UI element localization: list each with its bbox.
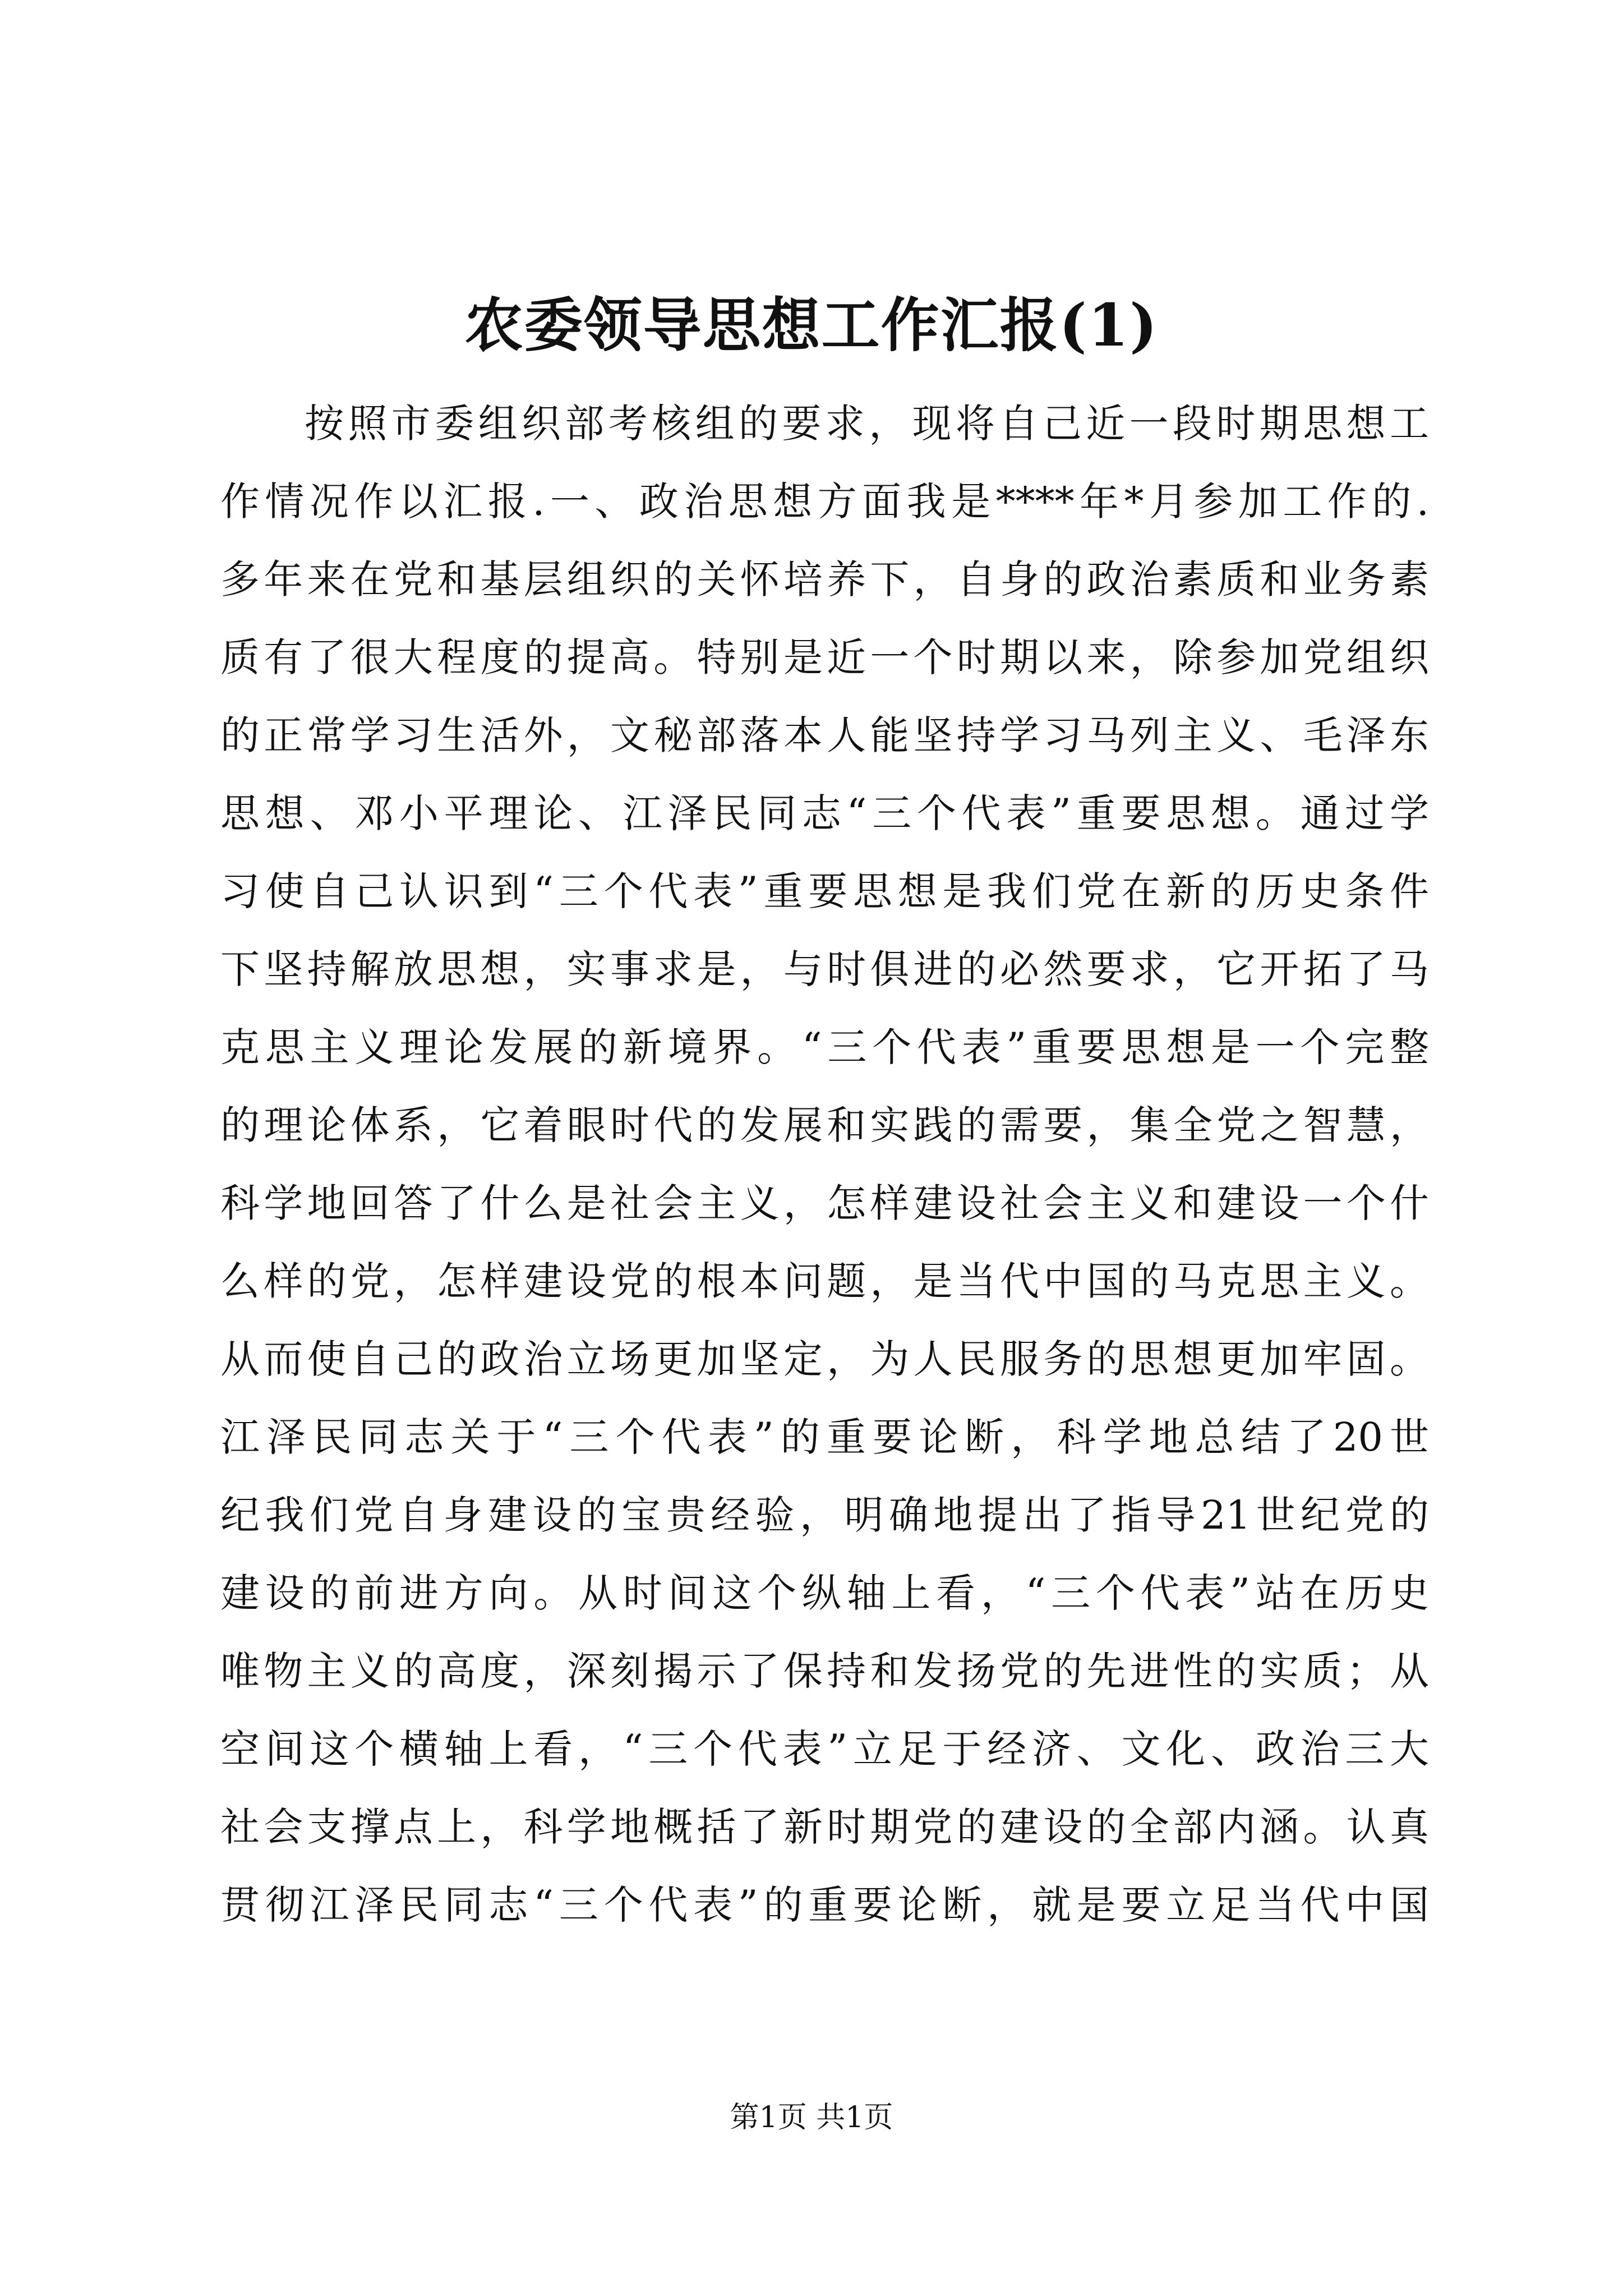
body-line: 的理论体系，它着眼时代的发展和实践的需要，集全党之智慧， <box>220 1102 1429 1148</box>
body-line: 质有了很大程度的提高。特别是近一个时期以来，除参加党组织 <box>220 634 1429 680</box>
body-line: 空间这个横轴上看，“三个代表”立足于经济、文化、政治三大 <box>220 1726 1429 1772</box>
body-line: 建设的前进方向。从时间这个纵轴上看，“三个代表”站在历史 <box>220 1570 1429 1616</box>
body-line: 纪我们党自身建设的宝贵经验，明确地提出了指导21世纪党的 <box>220 1492 1429 1538</box>
body-line: 思想、邓小平理论、江泽民同志“三个代表”重要思想。通过学 <box>220 790 1429 836</box>
body-line: 么样的党，怎样建设党的根本问题，是当代中国的马克思主义。 <box>220 1258 1429 1304</box>
document-body <box>220 385 1429 1944</box>
document-title: 农委领导思想工作汇报(1) <box>464 291 1159 360</box>
body-line: 克思主义理论发展的新境界。“三个代表”重要思想是一个完整 <box>220 1024 1429 1070</box>
body-line: 下坚持解放思想，实事求是，与时俱进的必然要求，它开拓了马 <box>220 946 1429 992</box>
body-line: 作情况作以汇报.一、政治思想方面我是****年*月参加工作的. <box>220 478 1429 524</box>
body-line: 从而使自己的政治立场更加坚定，为人民服务的思想更加牢固。 <box>220 1336 1429 1382</box>
body-line: 社会支撑点上，科学地概括了新时期党的建设的全部内涵。认真 <box>220 1804 1429 1850</box>
body-line: 江泽民同志关于“三个代表”的重要论断，科学地总结了20世 <box>220 1414 1429 1460</box>
body-line: 多年来在党和基层组织的关怀培养下，自身的政治素质和业务素 <box>220 556 1429 602</box>
body-line: 唯物主义的高度，深刻揭示了保持和发扬党的先进性的实质；从 <box>220 1648 1429 1694</box>
page-footer: 第1页 共1页 <box>730 2101 893 2134</box>
body-line: 的正常学习生活外，文秘部落本人能坚持学习马列主义、毛泽东 <box>220 712 1429 758</box>
body-line: 按照市委组织部考核组的要求，现将自己近一段时期思想工 <box>305 401 1429 447</box>
body-line: 科学地回答了什么是社会主义，怎样建设社会主义和建设一个什 <box>220 1180 1429 1226</box>
body-line: 贯彻江泽民同志“三个代表”的重要论断，就是要立足当代中国 <box>220 1882 1429 1928</box>
body-line: 习使自己认识到“三个代表”重要思想是我们党在新的历史条件 <box>220 868 1429 914</box>
